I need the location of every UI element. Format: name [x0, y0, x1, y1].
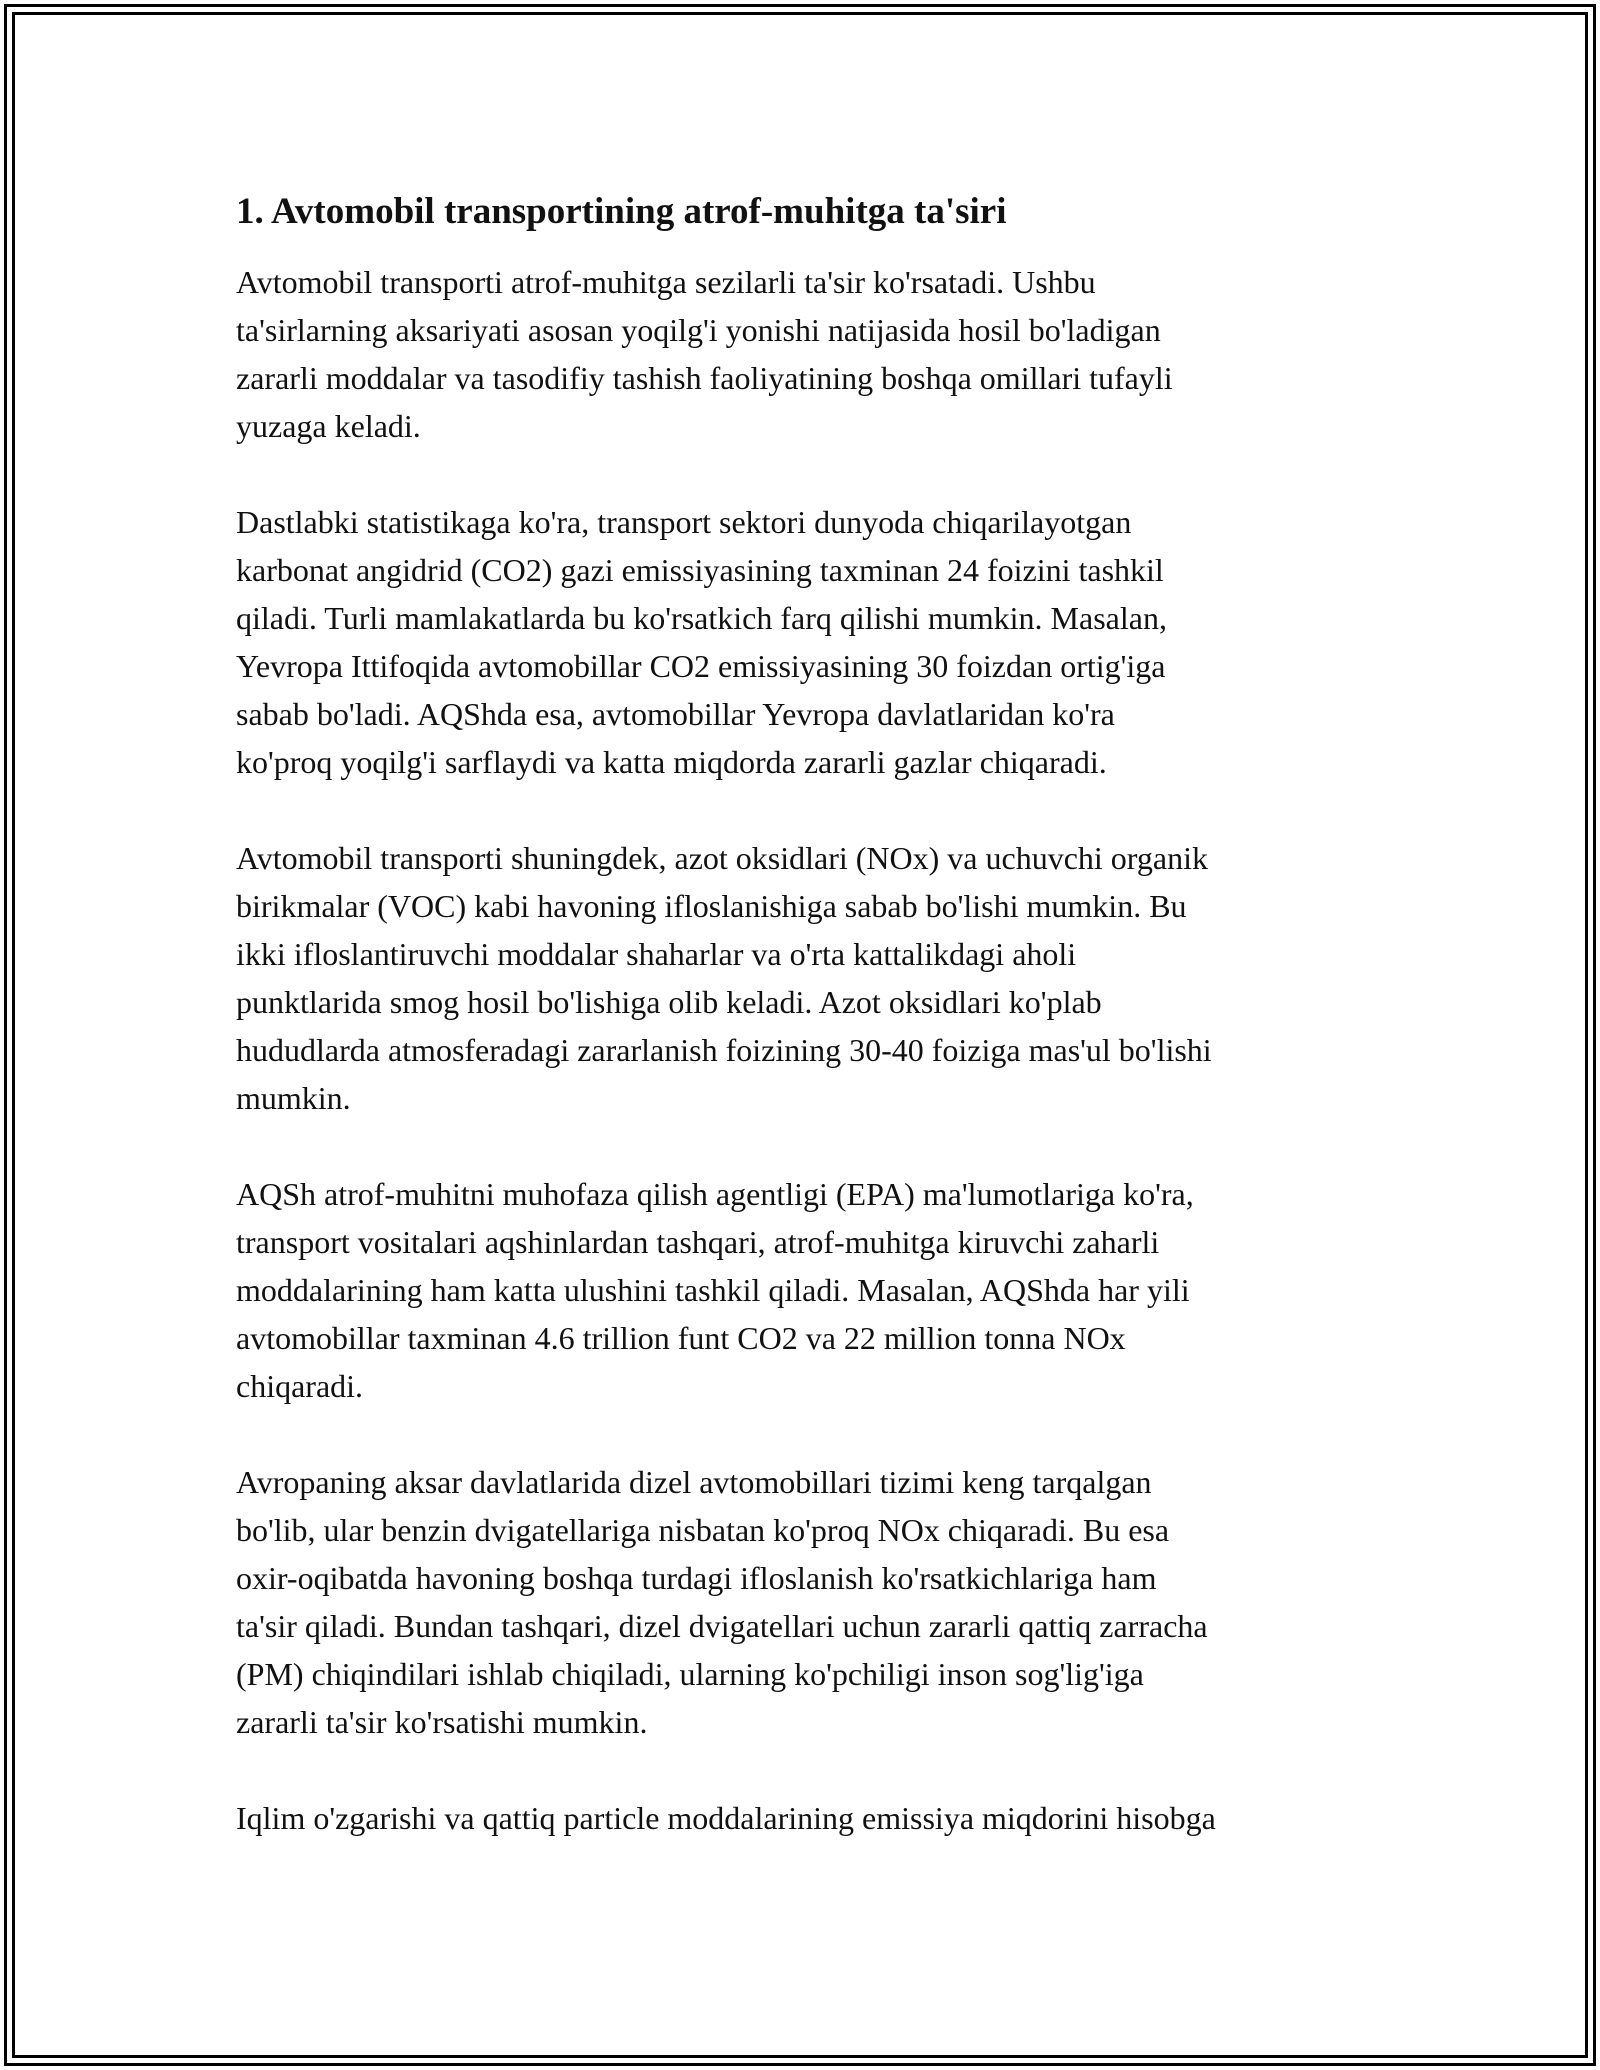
paragraph-intro: Avtomobil transporti atrof-muhitga sezilarli ta'sir ko'rsatadi. Ushbu ta'sirlarning aksariyati asosan yoqilg'i yonishi natijasida hosil bo'ladigan zararli moddalar va tasodifiy tashish faoliyatining boshqa omillari tufayli yuzaga keladi.: [236, 264, 1173, 444]
paragraph-co2-statistics: Dastlabki statistikaga ko'ra, transport sektori dunyoda chiqarilayotgan karbonat angidrid (CO2) gazi emissiyasining taxminan 24 foizini tashkil qiladi. Turli mamlakatlarda bu ko'rsatkich farq qilishi mumkin. Masalan, Yevropa Ittifoqida avtomobillar CO2 emissiyasining 30 foizdan ortig'iga sabab bo'ladi. AQShda esa, avtomobillar Yevropa davlatlaridan ko'ra ko'proq yoqilg'i sarflaydi va katta miqdorda zararli gazlar chiqaradi.: [236, 504, 1167, 780]
section-heading: 1. Avtomobil transportining atrof-muhitga ta'siri: [236, 191, 1007, 232]
paragraph-epa-data: AQSh atrof-muhitni muhofaza qilish agentligi (EPA) ma'lumotlariga ko'ra, transport vositalari aqshinlardan tashqari, atrof-muhitga kiruvchi zaharli moddalarining ham katta ulushini tashkil qiladi. Masalan, AQShda har yili avtomobillar taxminan 4.6 trillion funt CO2 va 22 million tonna NOx chiqaradi.: [236, 1176, 1194, 1404]
paragraph-diesel-europe: Avropaning aksar davlatlarida dizel avtomobillari tizimi keng tarqalgan bo'lib, ular benzin dvigatellariga nisbatan ko'proq NOx chiqaradi. Bu esa oxir-oqibatda havoning boshqa turdagi ifloslanish ko'rsatkichlariga ham ta'sir qiladi. Bundan tashqari, dizel dvigatellari uchun zararli qattiq zarracha (PM) chiqindilari ishlab chiqiladi, ularning ko'pchiligi inson sog'lig'iga zararli ta'sir ko'rsatishi mumkin.: [236, 1464, 1208, 1740]
paragraph-climate-change: Iqlim o'zgarishi va qattiq particle moddalarining emissiya miqdorini hisobga: [236, 1800, 1216, 1836]
document-body: [236, 188, 1376, 1890]
paragraph-nox-voc: Avtomobil transporti shuningdek, azot oksidlari (NOx) va uchuvchi organik birikmalar (VOC) kabi havoning ifloslanishiga sabab bo'lishi mumkin. Bu ikki ifloslantiruvchi moddalar shaharlar va o'rta kattalikdagi aholi punktlarida smog hosil bo'lishiga olib keladi. Azot oksidlari ko'plab hududlarda atmosferadagi zararlanish foizining 30-40 foiziga mas'ul bo'lishi mumkin.: [236, 840, 1212, 1116]
